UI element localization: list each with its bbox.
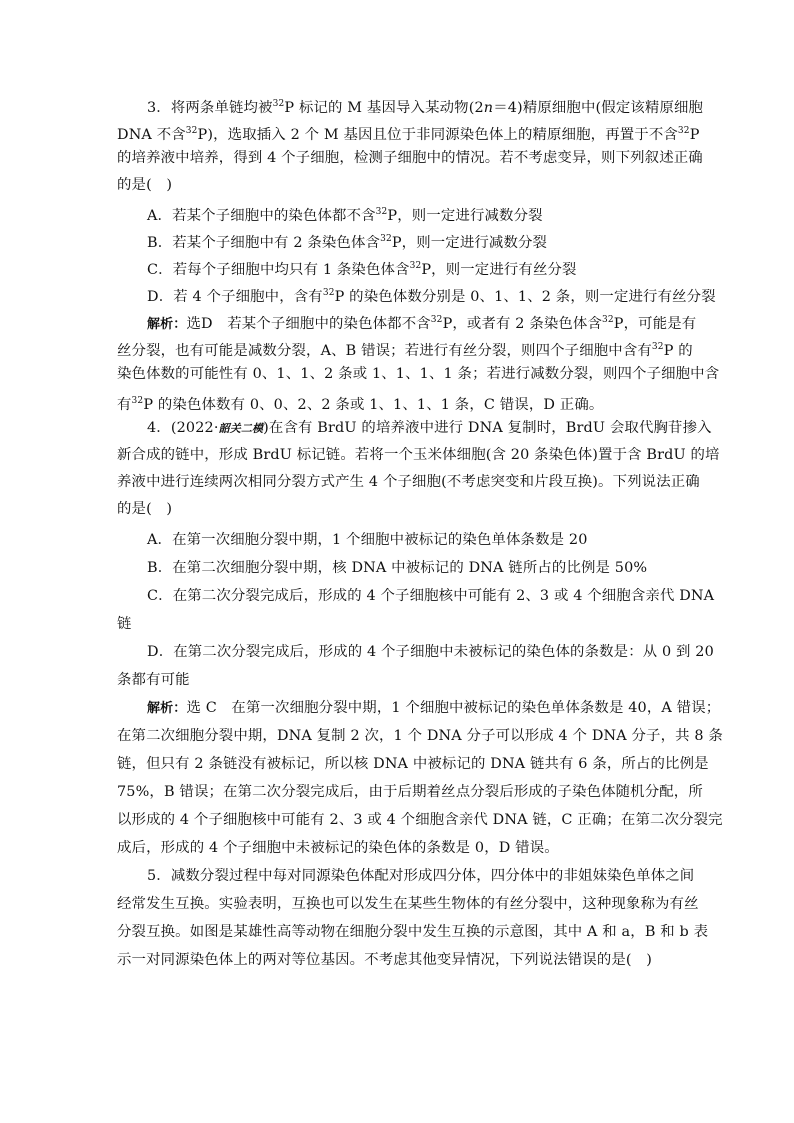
q3-option-d: D．若 4 个子细胞中，含有$^{32}$P 的染色体数分别是 0、1、1、2 条，则一定进行有丝分裂 — [147, 288, 716, 305]
q3-analysis-line-4: 有$^{32}$P 的染色体数有 0、0、2、2 条或 1、1、1、1 条，C 错误，D 正确。 — [117, 396, 604, 413]
analysis-label: 解析： — [147, 701, 187, 716]
q3-stem-line-2: DNA 不含$^{32}$P)，选取插入 2 个 M 基因且位于非同源染色体上的精原细胞，再置于不含$^{32}$P — [117, 126, 700, 143]
q4-option-b: B．在第二次细胞分裂中期，核 DNA 中被标记的 DNA 链所占的比例是 50% — [147, 560, 648, 576]
q5-stem-line-3: 分裂互换。如图是某雄性高等动物在细胞分裂中发生互换的示意图，其中 A 和 a，B 和 b 表 — [117, 924, 709, 940]
q4-stem-line-2: 新合成的链中，形成 BrdU 标记链。若将一个玉米体细胞(含 20 条染色体)置于含 BrdU 的培 — [117, 447, 720, 463]
q3-option-a: A．若某个子细胞中的染色体都不含$^{32}$P，则一定进行减数分裂 — [147, 207, 543, 224]
q3-analysis-line-3: 染色体数的可能性有 0、1、1、2 条或 1、1、1、1 条；若进行减数分裂，则四个子细胞中含 — [117, 366, 720, 382]
q4-option-c-line-2: 链 — [117, 616, 132, 632]
q4-analysis-line-4: 75%，B 错误；在第二次分裂完成后，由于后期着丝点分裂后形成的子染色体随机分配，所 — [117, 784, 703, 800]
q4-stem-line-3: 养液中进行连续两次相同分裂方式产生 4 个子细胞(不考虑突变和片段互换)。下列说法正确 — [117, 474, 700, 490]
q4-stem-line-4: 的是( ) — [117, 501, 173, 517]
q3-option-c: C．若每个子细胞中均只有 1 条染色体含$^{32}$P，则一定进行有丝分裂 — [147, 261, 577, 278]
source-tag: 韶关二模 — [218, 422, 264, 435]
q4-stem-line-1: 4．(2022·韶关二模)在含有 BrdU 的培养液中进行 DNA 复制时，BrdU 会取代胸苷掺入 — [147, 420, 712, 436]
q3-stem-line-4: 的是( ) — [117, 177, 173, 193]
q3-analysis-line-1: 解析：选D 若某个子细胞中的染色体都不含$^{32}$P，或者有 2 条染色体含$^{32}$P，可能是有 — [147, 315, 697, 332]
q5-stem-line-1: 5．减数分裂过程中每对同源染色体配对形成四分体，四分体中的非姐妹染色单体之间 — [147, 868, 695, 884]
q4-option-d-line-1: D．在第二次分裂完成后，形成的 4 个子细胞中未被标记的染色体的条数是：从 0 到 20 — [147, 644, 714, 660]
q4-analysis-line-6: 成后，形成的 4 个子细胞中未被标记的染色体的条数是 0，D 错误。 — [117, 840, 559, 856]
q4-option-d-line-2: 条都有可能 — [117, 672, 190, 688]
q3-stem-line-1: 3．将两条单链均被$^{32}$P 标记的 M 基因导入某动物(2n＝4)精原细胞中(假定该精原细胞 — [147, 99, 704, 116]
q4-analysis-line-5: 以形成的 4 个子细胞核中可能有 2、3 或 4 个细胞含亲代 DNA 链，C 正确；在第二次分裂完 — [117, 812, 723, 828]
q3-analysis-line-2: 丝分裂，也有可能是减数分裂，A、B 错误；若进行有丝分裂，则四个子细胞中含有$^{32}$P 的 — [117, 342, 693, 359]
q5-stem-line-4: 示一对同源染色体上的两对等位基因。不考虑其他变异情况，下列说法错误的是( ) — [117, 952, 652, 968]
q4-analysis-line-3: 链，但只有 2 条链没有被标记，所以核 DNA 中被标记的 DNA 链共有 6 条，所占的比例是 — [117, 756, 709, 772]
analysis-label: 解析： — [147, 317, 187, 332]
q5-stem-line-2: 经常发生互换。实验表明，互换也可以发生在某些生物体的有丝分裂中，这种现象称为有丝 — [117, 896, 699, 912]
q3-option-b: B．若某个子细胞中有 2 条染色体含$^{32}$P，则一定进行减数分裂 — [147, 234, 548, 251]
q3-stem-line-3: 的培养液中培养，得到 4 个子细胞，检测子细胞中的情况。若不考虑变异，则下列叙述正确 — [117, 150, 703, 166]
q4-analysis-line-1: 解析：选 C 在第一次细胞分裂中期，1 个细胞中被标记的染色单体条数是 40，A 错误； — [147, 700, 721, 716]
q4-analysis-line-2: 在第二次细胞分裂中期，DNA 复制 2 次，1 个 DNA 分子可以形成 4 个 DNA 分子，共 8 条 — [117, 728, 723, 744]
q4-option-c-line-1: C．在第二次分裂完成后，形成的 4 个子细胞核中可能有 2、3 或 4 个细胞含亲代 DNA — [147, 588, 715, 604]
q4-option-a: A．在第一次细胞分裂中期，1 个细胞中被标记的染色单体条数是 20 — [147, 532, 588, 548]
